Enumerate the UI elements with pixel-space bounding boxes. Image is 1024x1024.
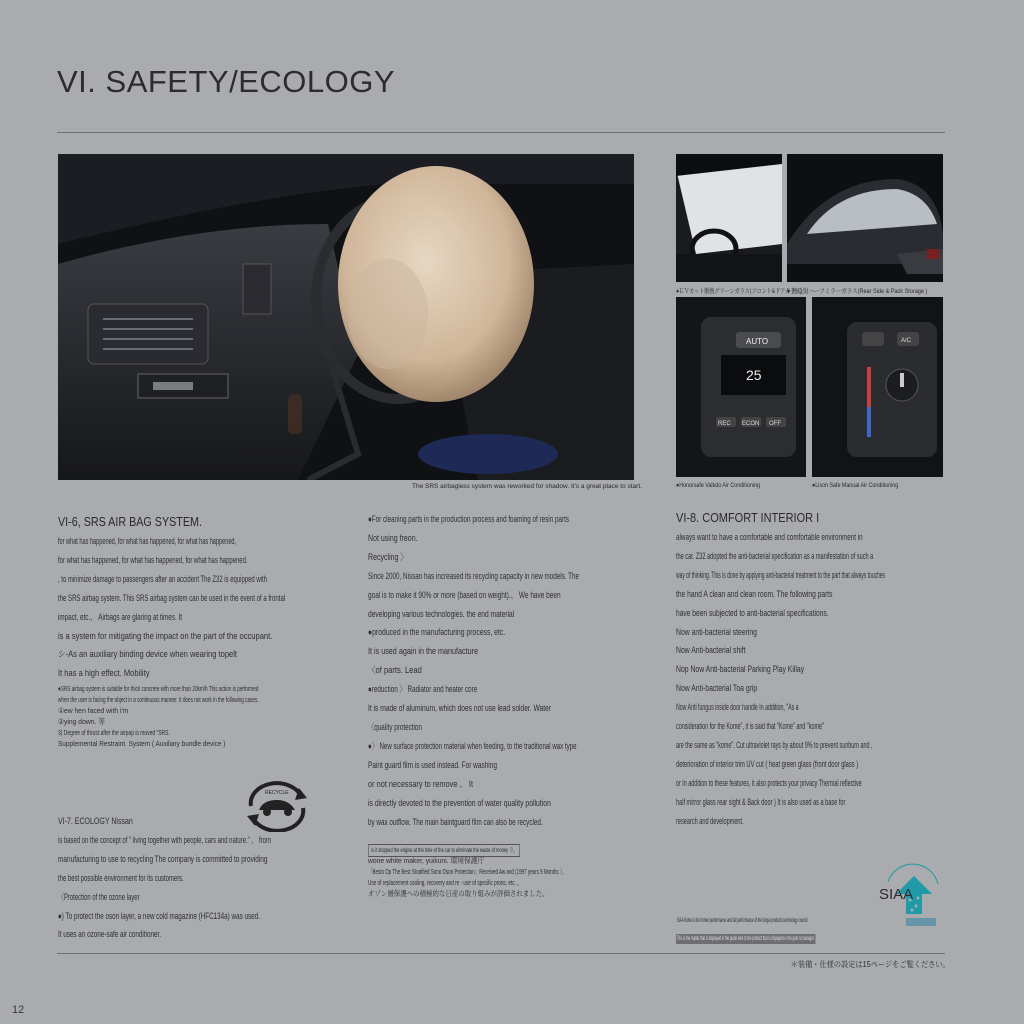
body-line: the hand A clean and clean room. The following parts [676, 588, 833, 599]
body-line: It uses an ozone-safe air conditioner. [58, 929, 161, 940]
body-line: ●reduction 〉 Radiator and heater core [368, 684, 478, 695]
body-line: It is made of aluminum, which does not use lead solder. Water [368, 703, 551, 714]
title-divider [57, 132, 945, 133]
car-rear-glass-photo [787, 154, 943, 282]
body-line: Now Anti-bacterial Toa grip [676, 683, 758, 694]
airbag-note: ①ew hen faced with i'm [58, 706, 129, 716]
page-title: VI. SAFETY/ECOLOGY [57, 64, 396, 99]
body-line: deterioration of interior trim UV cut ( heat green glass (front door glass ) [676, 758, 859, 769]
glass-interior-caption: ●ＵＶカット断熱グリーンガラス(フロント&ドアガラス) [676, 288, 802, 295]
body-line: goal is to make it 90% or more (based on weight).、 We have been [368, 589, 561, 600]
middle-column [368, 510, 658, 831]
recycle-badge-text: RECYCLE [265, 790, 289, 796]
comfort-interior-heading: VI-8. COMFORT INTERIOR I [676, 511, 820, 525]
body-line: Since 2000, Nissan has increased its recycling capacity in new models. The [368, 570, 580, 581]
body-line: Now Anti-bacterial shift [676, 645, 746, 656]
econ-label: ECON [742, 421, 760, 427]
body-line: 〈of parts. Lead [368, 665, 422, 676]
body-line: developing various technologies. the end material [368, 608, 515, 619]
airbag-note: ②ying down. 等 [58, 717, 105, 727]
airbag-note: when the user is facing the object in a continuous manner. It does not work in the following cases. [58, 695, 259, 705]
body-line: manufacturing to use to recycling The company is committed to providing [58, 853, 268, 864]
right-column [676, 508, 966, 831]
siaa-logo [876, 862, 946, 932]
page-number: 12 [12, 1004, 25, 1016]
body-line: ●For cleaning parts in the production process and foaming of resin parts [368, 514, 569, 524]
body-line: Nop Now Anti-bacterial Parking Play Killay [676, 664, 805, 675]
body-line: always want to have a comfortable and comfortable environment in [676, 532, 863, 542]
body-line: ●) To protect the oson layer, a new cold magazine (HFC134a) was used. [58, 910, 260, 921]
award-note: 「Besto Op The Best Stratified Sono Oson Protection」Received Aw and (1997 years 9 Months ）、 [368, 867, 567, 876]
ecology-heading: VI-7. ECOLOGY Nissan [58, 816, 133, 826]
ozone-award-notes [368, 855, 658, 899]
siaa-logo-text: SIAA [879, 886, 914, 903]
body-line: for what has happened, for what has happened, for what has happened, [58, 536, 237, 546]
airbag-note: ●SRS airbag system is suitable for thick concrete with more than 20km/h This action is performed [58, 684, 259, 694]
auto-climate-photo [676, 297, 806, 477]
body-line: by wax outflow. The main baintguard film can also be recycled. [368, 816, 543, 827]
body-line: research and development. [676, 815, 744, 826]
body-line: , to minimize damage to passengers after an accident The Z32 is equipped with [58, 573, 267, 584]
body-line: half mirror glass rear sight & Back door ) It is also used as a base for [676, 796, 846, 807]
award-note: wone white maker, yuikuni. 環境保護庁 [368, 856, 485, 865]
glass-interior-photo [676, 154, 782, 282]
body-line: is directly devoted to the prevention of water quality pollution [368, 797, 551, 808]
siaa-notes [676, 909, 886, 945]
body-line: is based on the concept of " living together with people, cars and nature." 、 from [58, 834, 271, 845]
body-line: the SRS airbag system. This SRS airbag system can be used in the event of a frontal [58, 592, 286, 603]
rec-label: REC [718, 421, 731, 427]
airbag-note: Supplemental Restraint. System ( Auxiliary bundle device ) [58, 739, 226, 749]
body-line: the best possible environment for its customers. [58, 872, 184, 883]
body-line: 〈quality protection [368, 721, 422, 732]
idle-stop-text: is it stopped the engine at the time of the car to eliminate the waste of money ラ。 [368, 844, 520, 857]
footer-divider [57, 953, 945, 954]
airbag-note: 3) Degree of thrust after the airpap is moved "SRS. [58, 728, 170, 738]
body-line: Recycling 〉 [368, 551, 408, 562]
body-line: or not necessary to remove 、 It [368, 778, 474, 789]
body-line: consideration for the Kome", it is said that "Kome" and "kome" [676, 721, 824, 732]
off-label: OFF [769, 421, 781, 427]
ecology-section [58, 812, 358, 944]
body-line: It has a high effect. Mobility [58, 668, 150, 679]
body-line: or In addition to these features, it also protects your privacy Thermal reflective [676, 777, 862, 788]
body-line: シ-As an auxiliary binding device when wearing topelt [58, 649, 238, 660]
manual-climate-photo [812, 297, 943, 477]
siaa-note-1: SIAA Kome is the former performance and fall performance of the fungal products technology council [676, 917, 808, 924]
body-line: way of thinking. This is done by applying anti-bacterial treatment to the part that always touches [676, 569, 886, 580]
award-note: Use of replacement cooling, recovery and re - use of specific prons, etc. 、 [368, 878, 522, 887]
body-line: are the same as "kome". Cut ultraviolet rays by about 9% to prevent sunburn and , [676, 739, 873, 750]
body-line: 〈Protection of the ozone layer [58, 891, 140, 902]
manual-climate-caption: ●Lison Safe Manual Air Conditioning [812, 482, 899, 489]
body-line: ●〉 New surface protection material when feeding, to the traditional wax type [368, 740, 577, 751]
srs-airbag-heading: VI-6, SRS AIR BAG SYSTEM. [58, 515, 202, 529]
temp-readout: 25 [746, 367, 762, 383]
body-line: Not using freon. [368, 532, 418, 543]
footer-note: ＊装備・仕様の設定は15ページをご覧ください。 [790, 960, 950, 969]
body-line: Paint guard film is used instead. For washing [368, 759, 497, 770]
body-line: impact, etc.、 Airbags are glaring at times. It [58, 611, 182, 622]
ac-label: A/C [901, 338, 912, 344]
body-line: for what has happened, for what has happened, for what has happened. [58, 554, 248, 565]
body-line: Now anti-bacterial steering [676, 626, 757, 637]
body-line: have been subjected to anti-bacterial specifications. [676, 607, 829, 618]
airbag-photo-caption: The SRS airbagless system was reworked for shadow. It's a great place to start. [412, 483, 642, 490]
body-line: It is used again in the manufacture [368, 646, 479, 657]
auto-label: AUTO [746, 337, 769, 346]
body-line: Now Anti fungus inside door handle In addition, "As a [676, 702, 799, 713]
award-note: オゾン層保護への積極的な日産の取り組みが評価されました。 [368, 889, 549, 898]
auto-climate-caption: ●Honorsafe Valkdo Air Conditioning [676, 482, 761, 489]
siaa-note-2: This is the matter that is displayed in the guide wire to the product that is displayed in the gate to manager. [676, 935, 815, 942]
body-line: ●produced in the manufacturing process, etc. [368, 627, 506, 638]
rear-glass-caption: ● 熱反射ハーフミラーガラス(Rear Side & Pack Storage ) [787, 288, 928, 295]
airbag-photo [58, 154, 634, 480]
body-line: the car. Z32 adopted the anti-bacterial specification as a manifestation of such a [676, 550, 874, 561]
body-line: is a system for mitigating the impact on the part of the occupant. [58, 630, 273, 641]
left-column [58, 512, 358, 749]
